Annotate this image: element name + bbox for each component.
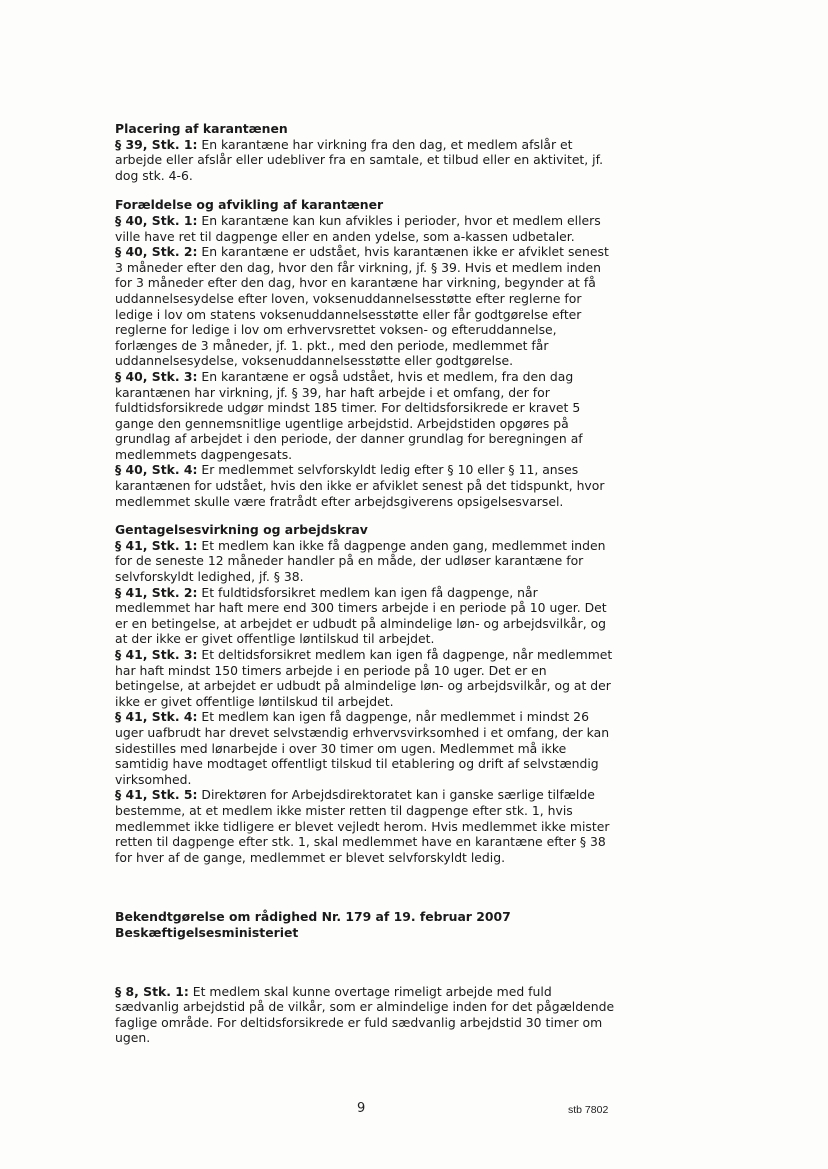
paragraph [115,462,615,509]
paragraph-reference: § 40, Stk. 1: [115,212,198,228]
paragraph-reference: § 41, Stk. 1: [115,537,198,553]
paragraph-reference: § 39, Stk. 1: [115,136,198,152]
paragraph [115,787,615,865]
decree-block [115,909,615,940]
paragraph [115,369,615,463]
paragraph-text: Et fuldtidsforsikret medlem kan igen få dagpenge, når medlemmet har haft mere end 300 timers arbejde i en periode på 10 uger. Det er en betingelse, at arbejdet er udbudt på almindelige løn- og arbejdsvilkår, og at der ikke er givet offentlige løntilskud til arbejdet. [115,584,607,647]
decree-ministry: Beskæftigelsesministeriet [115,924,299,940]
section-gentagelsesvirkning [115,522,615,865]
paragraph-text: Et medlem kan ikke få dagpenge anden gang, medlemmet inden for de seneste 12 måneder handler på en måde, der udløser karantæne for selvforskyldt ledighed, jf. § 38. [115,537,606,585]
document-code: stb 7802 [568,1104,609,1116]
section-heading: Forældelse og afvikling af karantæner [115,197,384,213]
section-foraeldelse [115,197,615,509]
paragraph-reference: § 41, Stk. 2: [115,584,198,600]
paragraph-text: Et medlem skal kunne overtage rimeligt arbejde med fuld sædvanlig arbejdstid på de vilkår, som er almindelige inden for det pågældende faglige område. For deltidsforsikrede er fuld sædvanlig arbejdstid 30 timer om ugen. [115,983,615,1046]
section-placering [115,121,615,183]
paragraph [115,647,615,709]
paragraph-text: En karantæne er udstået, hvis karantænen ikke er afviklet senest 3 måneder efter den dag, hvor den får virkning, jf. § 39. Hvis et medlem inden for 3 måneder efter den dag, hvor en karantæne har virkning, begynder at få uddannelsesydelse efter loven, voksenuddannelsesstøtte efter reglerne for ledige i lov om statens voksenuddannelsesstøtte eller får godtgørelse efter reglerne for ledige i lov om erhvervsrettet voksen- og efteruddannelse, forlænges de 3 måneder, jf. 1. pkt., med den periode, medlemmet får uddannelsesydelse, voksenuddannelsesstøtte eller godtgørelse. [115,244,609,369]
paragraph [115,538,615,585]
paragraph-reference: § 40, Stk. 4: [115,462,198,478]
document-body [115,121,615,1046]
paragraph-text: En karantæne er også udstået, hvis et medlem, fra den dag karantænen har virkning, jf. § 39, har haft arbejde i et omfang, der for fuldtidsforsikrede udgør mindst 185 timer. For deltidsforsikrede er kravet 5 gange den gennemsnitlige ugentlige arbejdstid. Arbejdstiden opgøres på grundlag af arbejdet i den periode, der danner grundlag for beregningen af medlemmets dagpengesats. [115,368,583,462]
paragraph-reference: § 41, Stk. 5: [115,787,198,803]
decree-title: Bekendtgørelse om rådighed Nr. 179 af 19. februar 2007 [115,909,511,925]
paragraph-reference: § 40, Stk. 2: [115,244,198,260]
paragraph-text: En karantæne har virkning fra den dag, et medlem afslår et arbejde eller afslår eller udebliver fra en samtale, et tilbud eller en aktivitet, jf. dog stk. 4-6. [115,136,604,183]
paragraph [115,244,615,369]
paragraph [115,585,615,647]
section-heading: Placering af karantænen [115,121,288,136]
paragraph-reference: § 41, Stk. 4: [115,709,198,725]
paragraph-reference: § 41, Stk. 3: [115,647,198,662]
paragraph-text: Direktøren for Arbejdsdirektoratet kan i ganske særlige tilfælde bestemme, at et medlem ikke mister retten til dagpenge efter stk. 1, hvis medlemmet ikke tidligere er blevet vejledt herom. Hvis medlemmet ikke mister retten til dagpenge efter stk. 1, skal medlemmet have en karantæne efter § 38 for hver af de gange, medlemmet er blevet selvforskyldt ledig. [115,787,610,865]
paragraph-reference: § 40, Stk. 3: [115,368,198,384]
paragraph [115,709,615,787]
paragraph-reference: § 8, Stk. 1: [115,983,189,999]
paragraph-text: En karantæne kan kun afvikles i perioder, hvor et medlem ellers ville have ret til dagpenge eller en anden ydelse, som a-kassen udbetaler. [115,212,601,244]
section-heading: Gentagelsesvirkning og arbejdskrav [115,522,368,538]
page-number: 9 [357,1101,366,1116]
decree-paragraph-block [115,984,615,1046]
paragraph-text: Er medlemmet selvforskyldt ledig efter § 10 eller § 11, anses karantænen for udstået, hvis den ikke er afviklet senest på det tidspunkt, hvor medlemmet skulle være fratrådt efter arbejdsgiverens opsigelsesvarsel. [115,462,605,509]
paragraph [115,984,615,1046]
paragraph [115,213,615,244]
paragraph-text: Et medlem kan igen få dagpenge, når medlemmet i mindst 26 uger uafbrudt har drevet selvstændig erhvervsvirksomhed i et omfang, der kan sidestilles med lønarbejde i over 30 timer om ugen. Medlemmet må ikke samtidig have modtaget offentligt tilskud til etablering og drift af selvstændig virksomhed. [115,709,610,787]
paragraph-text: Et deltidsforsikret medlem kan igen få dagpenge, når medlemmet har haft mindst 150 timers arbejde i en periode på 10 uger. Det er en betingelse, at arbejdet er udbudt på almindelige løn- og arbejdsvilkår, og at der ikke er givet offentlige løntilskud til arbejdet. [115,647,613,709]
paragraph [115,137,615,184]
